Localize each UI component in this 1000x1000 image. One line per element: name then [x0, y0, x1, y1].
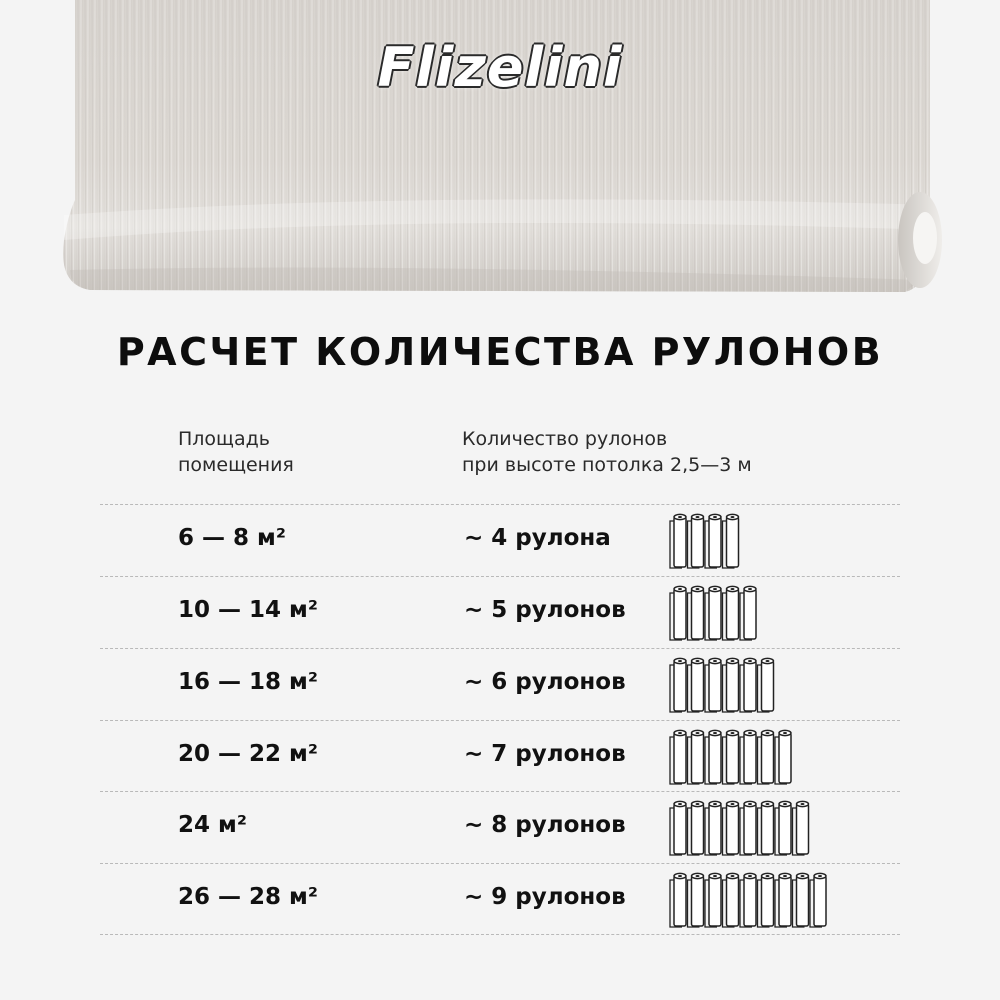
roll-icon [670, 586, 686, 640]
roll-icon [688, 873, 704, 927]
roll-icon [775, 873, 791, 927]
row-area: 24 м² [178, 812, 247, 838]
roll-icon [688, 801, 704, 855]
page-title: РАСЧЕТ КОЛИЧЕСТВА РУЛОНОВ [116, 330, 884, 374]
row-roll-count: ~ 4 рулона [464, 525, 611, 551]
row-area: 6 — 8 м² [178, 525, 286, 551]
roll-icon [705, 586, 721, 640]
area-header-line2: помещения [178, 454, 294, 476]
roll-icon [688, 730, 704, 784]
row-roll-count: ~ 9 рулонов [464, 884, 626, 910]
rolls-icon-group [668, 728, 868, 788]
roll-icon [740, 730, 756, 784]
roll-icon [740, 873, 756, 927]
rolls-column-header [462, 426, 752, 478]
area-column-header [178, 426, 294, 478]
roll-icon [723, 730, 739, 784]
roll-icon [740, 586, 756, 640]
roll-icon [670, 514, 686, 568]
row-roll-count: ~ 7 рулонов [464, 741, 626, 767]
roll-icon [705, 730, 721, 784]
roll-icon [723, 586, 739, 640]
row-roll-count: ~ 5 рулонов [464, 597, 626, 623]
row-roll-count: ~ 8 рулонов [464, 812, 626, 838]
roll-icon [775, 801, 791, 855]
roll-icon [740, 658, 756, 712]
rolls-header-line1: Количество рулонов [462, 428, 668, 450]
roll-icon [758, 658, 774, 712]
roll-icon [688, 586, 704, 640]
rolls-header-line2: при высоте потолка 2,5—3 м [462, 454, 752, 476]
roll-icon [688, 514, 704, 568]
roll-icon [670, 730, 686, 784]
row-area: 16 — 18 м² [178, 669, 318, 695]
table-row [0, 721, 1000, 793]
table-row [0, 792, 1000, 864]
roll-icon [758, 730, 774, 784]
row-area: 10 — 14 м² [178, 597, 318, 623]
roll-icon [758, 801, 774, 855]
row-area: 20 — 22 м² [178, 741, 318, 767]
table-row [0, 577, 1000, 649]
brand-logo-text: Flizelini [377, 35, 623, 99]
roll-icon [793, 801, 809, 855]
table-row [0, 505, 1000, 577]
roll-icon [775, 730, 791, 784]
roll-icon [723, 514, 739, 568]
rolls-icon-group [668, 656, 868, 716]
table-row [0, 649, 1000, 721]
roll-icon [670, 873, 686, 927]
rolls-icon-group [668, 584, 868, 644]
rolls-icon-group [668, 799, 868, 859]
table-row [0, 864, 1000, 936]
area-header-line1: Площадь [178, 428, 270, 450]
row-roll-count: ~ 6 рулонов [464, 669, 626, 695]
row-separator [100, 934, 900, 935]
rolls-icon-group [668, 512, 868, 572]
roll-icon [688, 658, 704, 712]
row-area: 26 — 28 м² [178, 884, 318, 910]
roll-icon [670, 658, 686, 712]
roll-icon [705, 514, 721, 568]
roll-icon [705, 873, 721, 927]
roll-icon [810, 873, 826, 927]
roll-icon [723, 801, 739, 855]
roll-icon [723, 873, 739, 927]
brand-logo [300, 22, 700, 112]
roll-icon [793, 873, 809, 927]
roll-icon [705, 658, 721, 712]
rolls-icon-group [668, 871, 868, 931]
roll-icon [758, 873, 774, 927]
roll-icon [670, 801, 686, 855]
roll-icon [723, 658, 739, 712]
roll-icon [740, 801, 756, 855]
roll-icon [705, 801, 721, 855]
